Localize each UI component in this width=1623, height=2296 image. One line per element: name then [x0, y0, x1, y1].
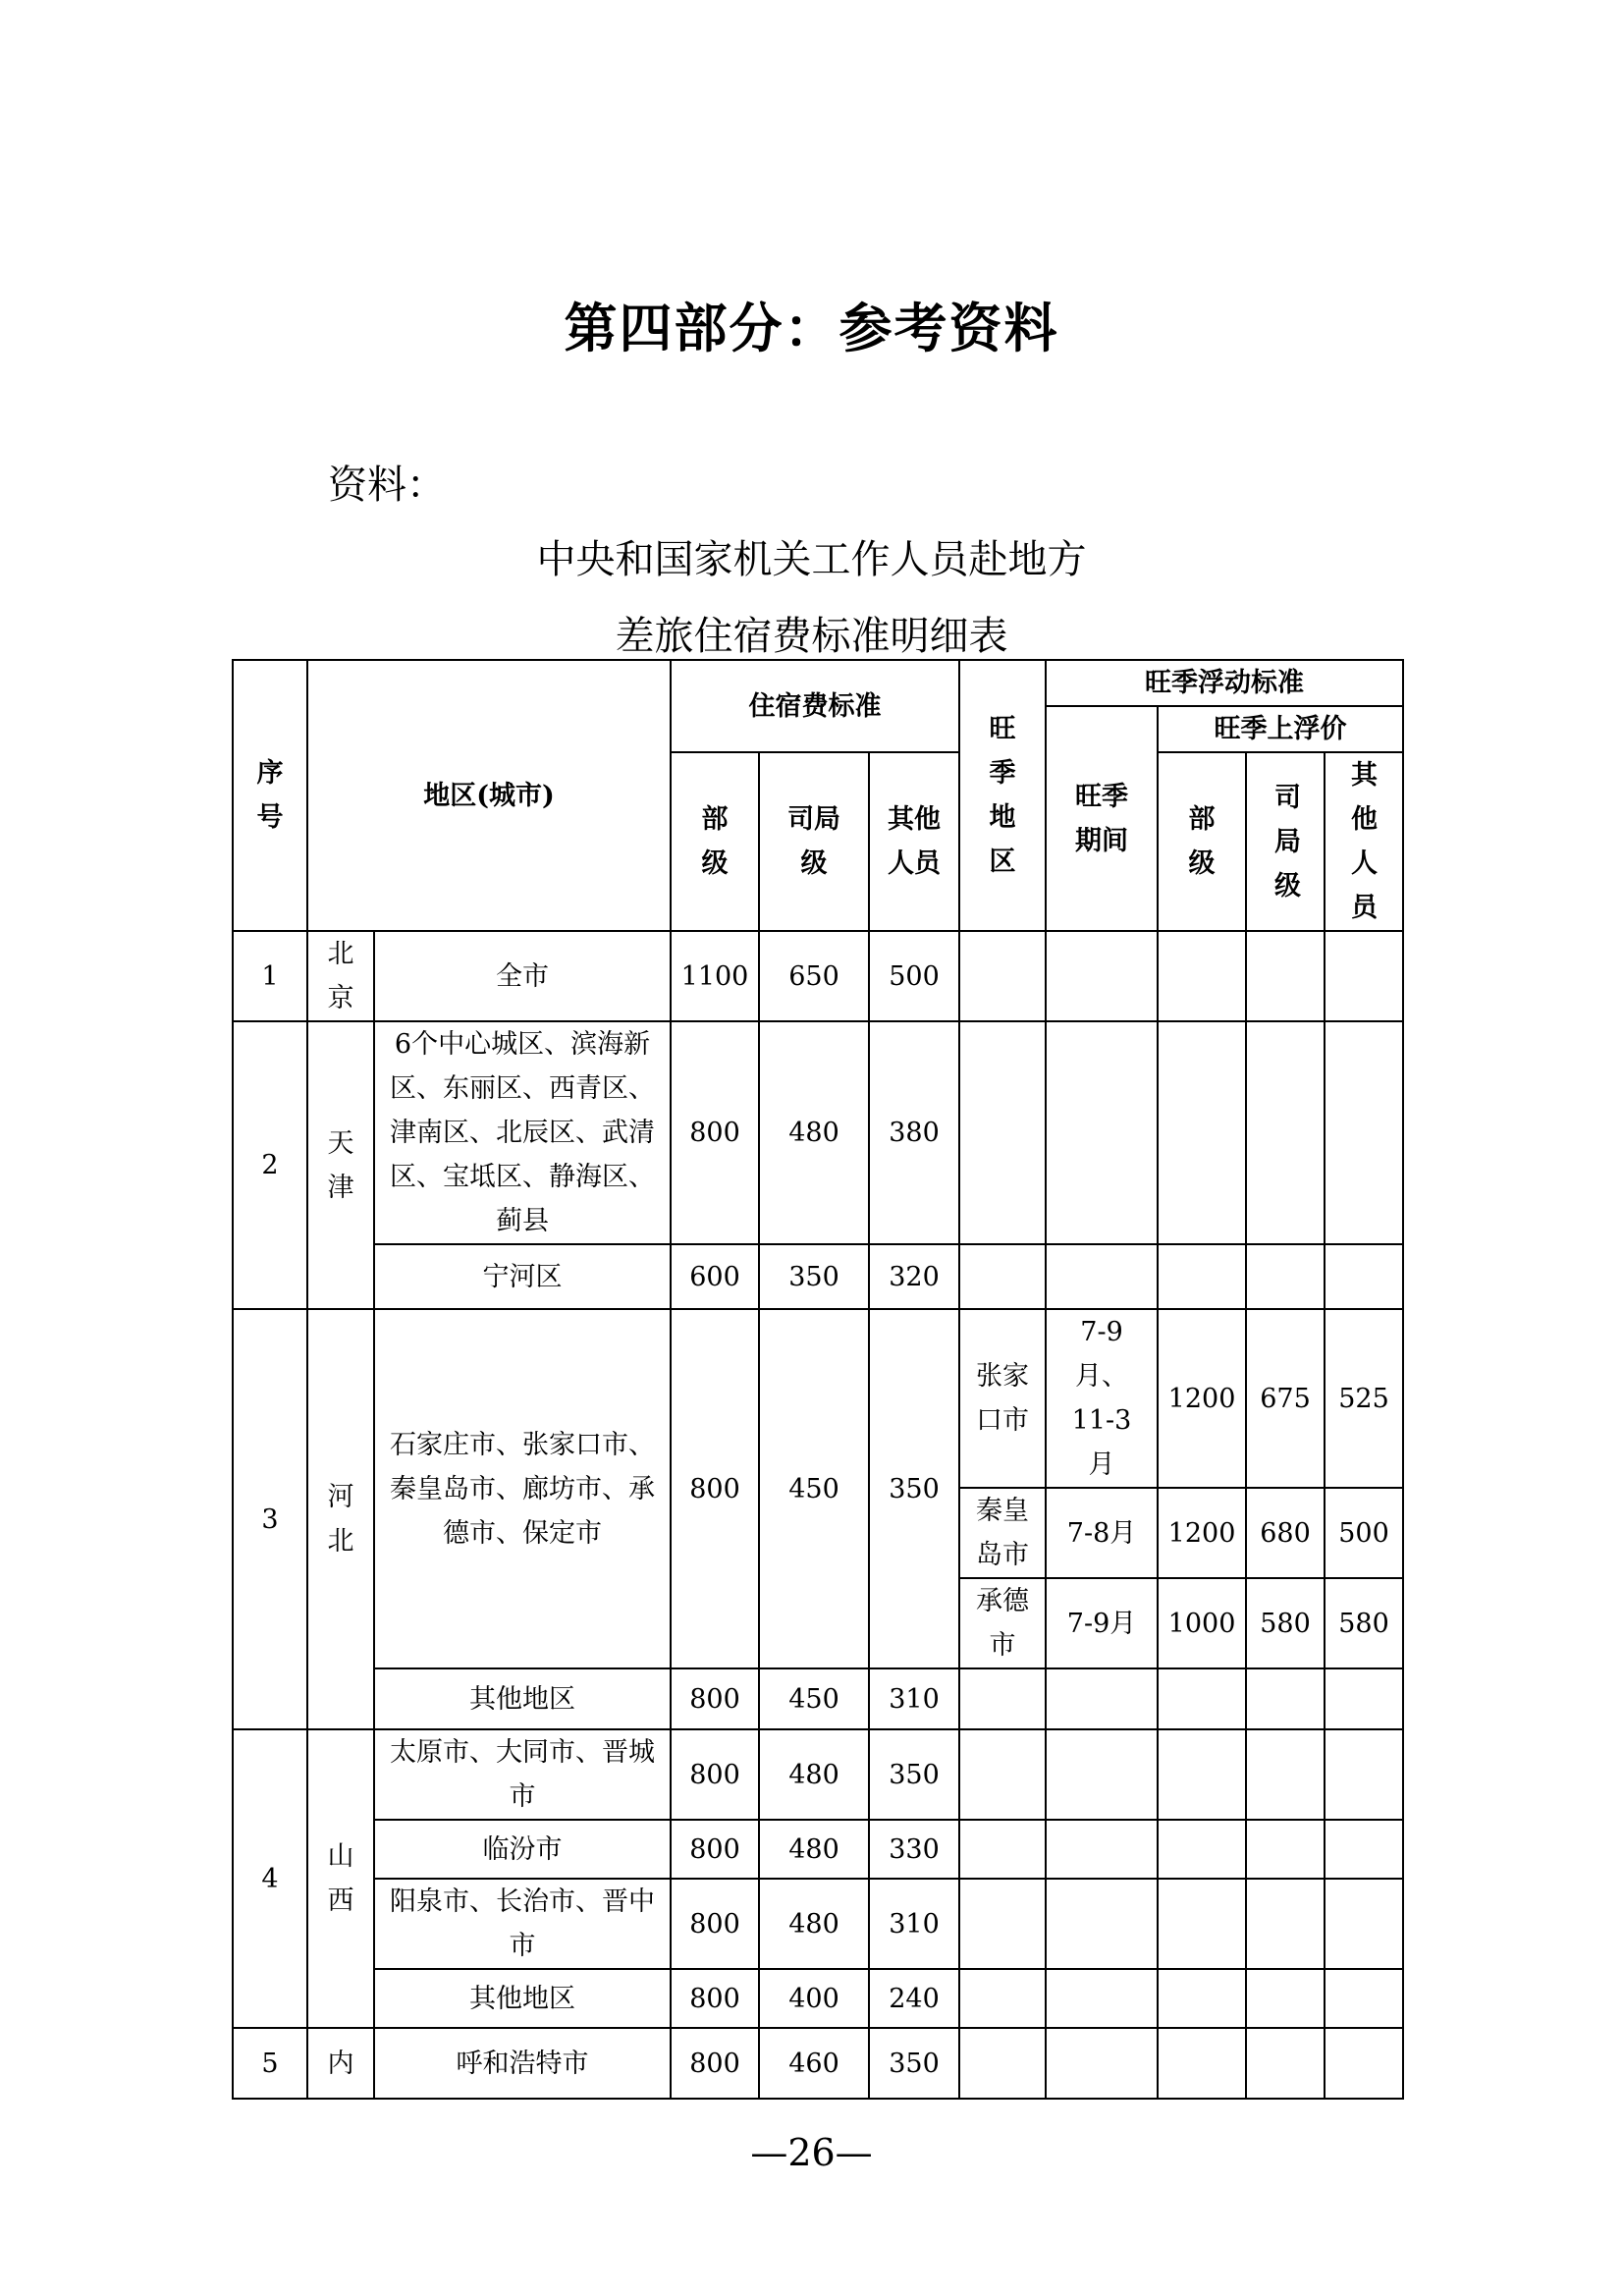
other-cell: 240	[869, 1969, 959, 2028]
province-cell: 天津	[307, 1021, 374, 1309]
table-title-line2: 差旅住宿费标准明细表	[615, 614, 1008, 659]
header-peak-area: 旺季地区	[959, 660, 1046, 931]
peak-other-cell: 580	[1325, 1578, 1403, 1668]
header-seq: 序号	[233, 660, 307, 931]
ministry-cell: 800	[671, 1969, 759, 2028]
header-peak-float: 旺季浮动标准	[1046, 660, 1403, 706]
seq-cell: 5	[233, 2028, 307, 2099]
ministry-cell: 600	[671, 1244, 759, 1309]
bureau-cell: 480	[759, 1879, 869, 1969]
city-cell: 其他地区	[374, 1668, 671, 1729]
province-cell: 北京	[307, 931, 374, 1021]
table-row	[233, 2028, 1403, 2099]
header-peak-period: 旺季期间	[1046, 706, 1158, 931]
peak-area-cell: 秦皇岛市	[959, 1488, 1046, 1578]
peak-period-cell: 7-9月	[1046, 1578, 1158, 1668]
peak-period-cell: 7-9月、11-3月	[1046, 1309, 1158, 1488]
bureau-cell: 450	[759, 1309, 869, 1668]
seq-cell: 2	[233, 1021, 307, 1309]
page-number: —26—	[750, 2131, 873, 2174]
other-cell: 330	[869, 1820, 959, 1879]
seq-cell: 3	[233, 1309, 307, 1729]
seq-cell: 4	[233, 1729, 307, 2028]
bureau-cell: 460	[759, 2028, 869, 2099]
table-title-line1: 中央和国家机关工作人员赴地方	[536, 537, 1087, 582]
province-cell: 山西	[307, 1729, 374, 2028]
table-row	[233, 1668, 1403, 1729]
other-cell: 310	[869, 1668, 959, 1729]
header-bureau: 司局级	[759, 752, 869, 931]
city-cell: 呼和浩特市	[374, 2028, 671, 2099]
peak-ministry-cell: 1000	[1158, 1578, 1246, 1668]
table-row	[233, 1820, 1403, 1879]
header-peak-ministry: 部级	[1158, 752, 1246, 931]
peak-area-cell: 张家口市	[959, 1309, 1046, 1488]
page-heading: 第四部分：参考资料	[564, 297, 1059, 359]
accommodation-standard-table	[232, 659, 1404, 2100]
ministry-cell: 800	[671, 1021, 759, 1244]
header-other: 其他人员	[869, 752, 959, 931]
other-cell: 350	[869, 2028, 959, 2099]
city-cell: 临汾市	[374, 1820, 671, 1879]
header-standard: 住宿费标准	[671, 660, 959, 752]
city-cell: 阳泉市、长治市、晋中市	[374, 1879, 671, 1969]
table-row	[233, 1021, 1403, 1244]
ministry-cell: 800	[671, 1820, 759, 1879]
header-peak-bureau: 司局级	[1246, 752, 1325, 931]
peak-other-cell: 525	[1325, 1309, 1403, 1488]
city-cell: 太原市、大同市、晋城市	[374, 1729, 671, 1820]
province-cell: 内	[307, 2028, 374, 2099]
peak-bureau-cell: 680	[1246, 1488, 1325, 1578]
city-cell: 石家庄市、张家口市、秦皇岛市、廊坊市、承德市、保定市	[374, 1309, 671, 1668]
header-region: 地区(城市)	[307, 660, 671, 931]
bureau-cell: 480	[759, 1729, 869, 1820]
seq-cell: 1	[233, 931, 307, 1021]
other-cell: 310	[869, 1879, 959, 1969]
table-row	[233, 1729, 1403, 1820]
city-cell: 其他地区	[374, 1969, 671, 2028]
bureau-cell: 350	[759, 1244, 869, 1309]
peak-bureau-cell: 675	[1246, 1309, 1325, 1488]
other-cell: 350	[869, 1309, 959, 1668]
city-cell: 宁河区	[374, 1244, 671, 1309]
other-cell: 350	[869, 1729, 959, 1820]
header-peak-up: 旺季上浮价	[1158, 706, 1403, 752]
other-cell: 500	[869, 931, 959, 1021]
table-row	[233, 1309, 1403, 1488]
table-row	[233, 1969, 1403, 2028]
city-cell: 全市	[374, 931, 671, 1021]
peak-other-cell: 500	[1325, 1488, 1403, 1578]
bureau-cell: 480	[759, 1820, 869, 1879]
city-cell: 6个中心城区、滨海新区、东丽区、西青区、津南区、北辰区、武清区、宝坻区、静海区、蓟县	[374, 1021, 671, 1244]
ministry-cell: 800	[671, 1668, 759, 1729]
peak-area-cell: 承德市	[959, 1578, 1046, 1668]
ministry-cell: 800	[671, 1729, 759, 1820]
peak-ministry-cell: 1200	[1158, 1309, 1246, 1488]
bureau-cell: 450	[759, 1668, 869, 1729]
header-ministry: 部级	[671, 752, 759, 931]
bureau-cell: 400	[759, 1969, 869, 2028]
section-label: 资料：	[328, 463, 446, 508]
peak-period-cell: 7-8月	[1046, 1488, 1158, 1578]
peak-bureau-cell: 580	[1246, 1578, 1325, 1668]
province-cell: 河北	[307, 1309, 374, 1729]
other-cell: 320	[869, 1244, 959, 1309]
ministry-cell: 800	[671, 1879, 759, 1969]
peak-ministry-cell: 1200	[1158, 1488, 1246, 1578]
bureau-cell: 480	[759, 1021, 869, 1244]
ministry-cell: 1100	[671, 931, 759, 1021]
table-row	[233, 1244, 1403, 1309]
header-peak-other: 其他人员	[1325, 752, 1403, 931]
table-row	[233, 1879, 1403, 1969]
ministry-cell: 800	[671, 2028, 759, 2099]
table-row	[233, 931, 1403, 1021]
ministry-cell: 800	[671, 1309, 759, 1668]
other-cell: 380	[869, 1021, 959, 1244]
bureau-cell: 650	[759, 931, 869, 1021]
